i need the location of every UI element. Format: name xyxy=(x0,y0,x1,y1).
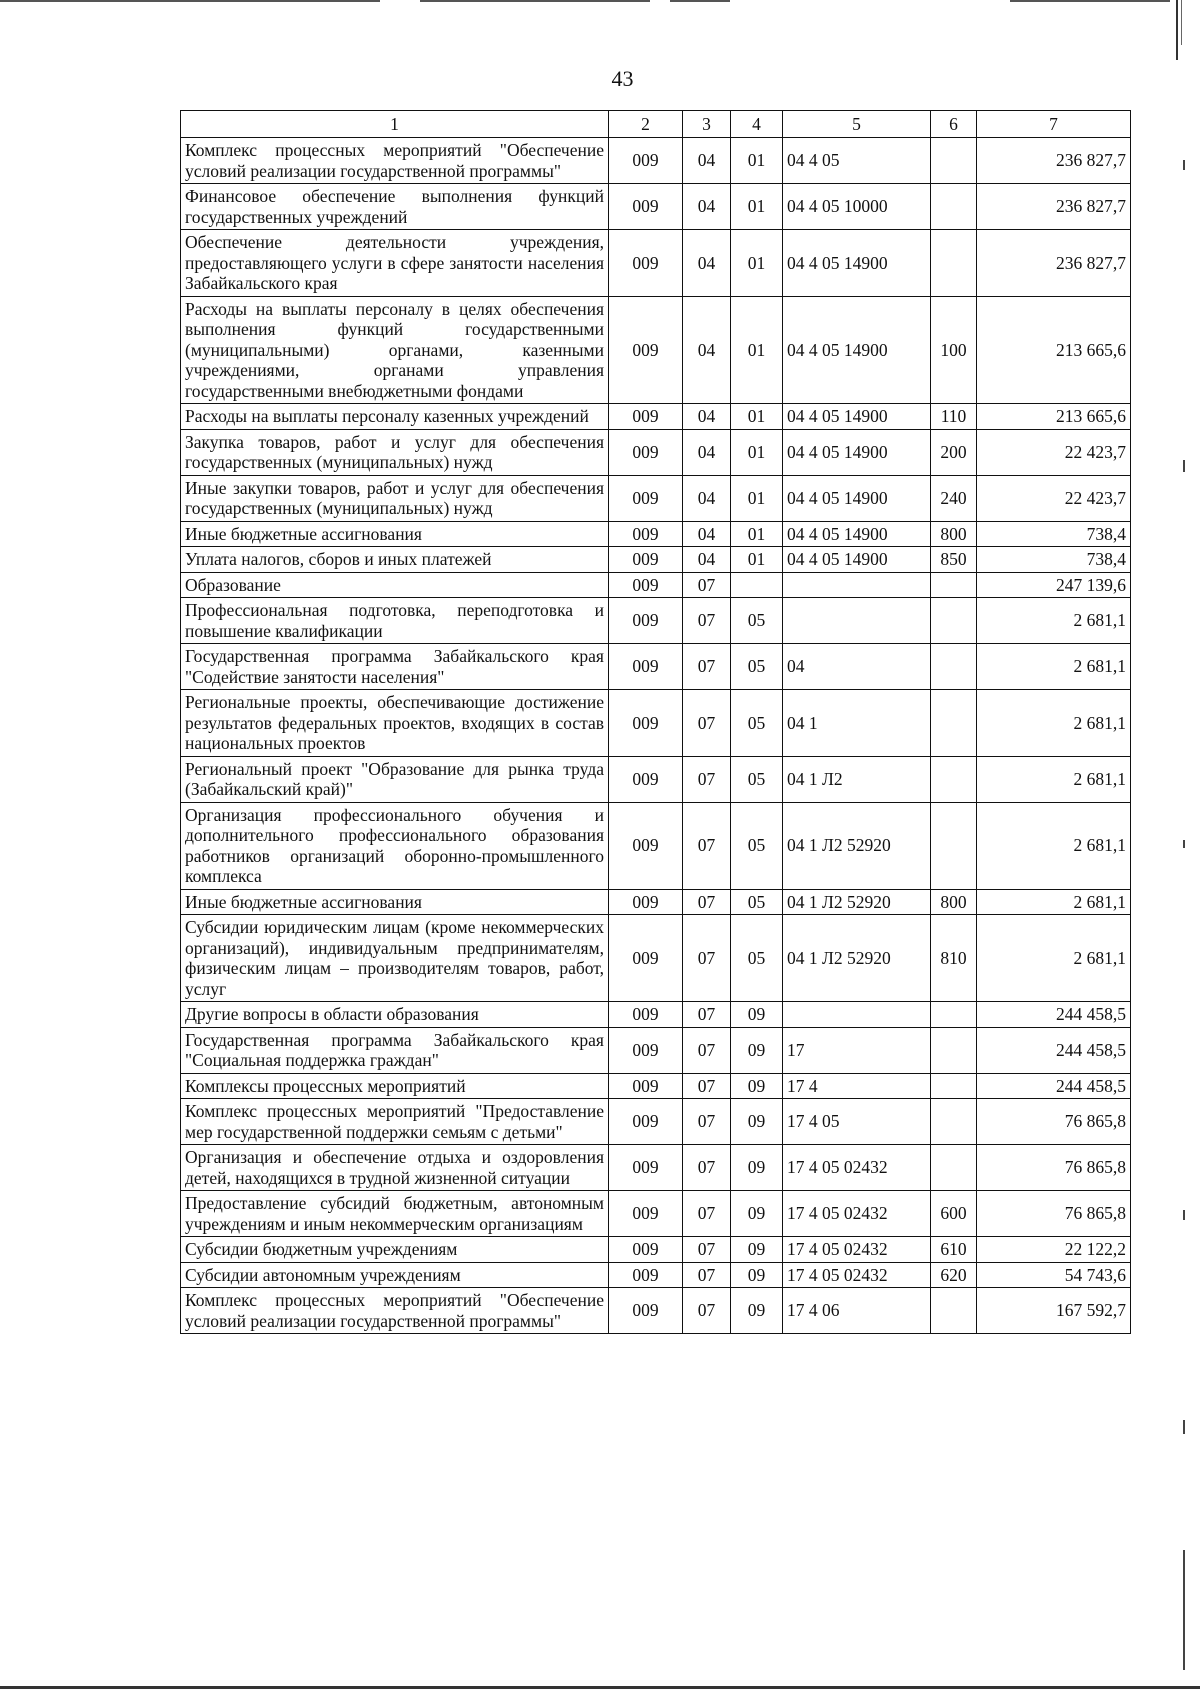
row-name-cell: Образование xyxy=(181,572,609,598)
row-code-2-cell: 009 xyxy=(609,690,683,757)
row-code-6-cell xyxy=(931,1073,977,1099)
row-code-2-cell: 009 xyxy=(609,598,683,644)
row-code-5-cell: 04 4 05 14900 xyxy=(783,521,931,547)
table-row xyxy=(181,138,1131,184)
row-amount-cell: 738,4 xyxy=(977,547,1131,573)
row-code-2-cell: 009 xyxy=(609,1191,683,1237)
table-row xyxy=(181,1027,1131,1073)
table-row xyxy=(181,1099,1131,1145)
row-name-cell: Государственная программа Забайкальского края "Социальная поддержка граждан" xyxy=(181,1027,609,1073)
row-code-6-cell xyxy=(931,572,977,598)
row-code-4-cell: 09 xyxy=(731,1191,783,1237)
row-code-2-cell: 009 xyxy=(609,296,683,404)
row-code-3-cell: 07 xyxy=(683,644,731,690)
table-row xyxy=(181,1002,1131,1028)
row-name-cell: Субсидии автономным учреждениям xyxy=(181,1262,609,1288)
row-amount-cell: 76 865,8 xyxy=(977,1145,1131,1191)
row-amount-cell: 244 458,5 xyxy=(977,1002,1131,1028)
row-code-5-cell: 04 4 05 14900 xyxy=(783,230,931,297)
row-name-cell: Расходы на выплаты персоналу казенных учреждений xyxy=(181,404,609,430)
row-amount-cell: 247 139,6 xyxy=(977,572,1131,598)
row-code-2-cell: 009 xyxy=(609,572,683,598)
row-code-3-cell: 04 xyxy=(683,184,731,230)
scan-edge-right xyxy=(1176,0,1178,60)
row-code-3-cell: 04 xyxy=(683,521,731,547)
row-code-2-cell: 009 xyxy=(609,404,683,430)
table-row xyxy=(181,690,1131,757)
row-code-2-cell: 009 xyxy=(609,1145,683,1191)
row-code-5-cell: 04 1 Л2 52920 xyxy=(783,802,931,889)
row-code-3-cell: 04 xyxy=(683,230,731,297)
row-code-2-cell: 009 xyxy=(609,915,683,1002)
row-code-4-cell: 01 xyxy=(731,230,783,297)
column-header-1: 1 xyxy=(181,111,609,138)
row-code-5-cell xyxy=(783,598,931,644)
row-code-3-cell: 07 xyxy=(683,572,731,598)
row-code-5-cell: 17 4 05 02432 xyxy=(783,1262,931,1288)
table-header-row xyxy=(181,111,1131,138)
column-header-4: 4 xyxy=(731,111,783,138)
table-body xyxy=(181,138,1131,1334)
table-row xyxy=(181,404,1131,430)
row-code-2-cell: 009 xyxy=(609,547,683,573)
table-row xyxy=(181,756,1131,802)
row-code-2-cell: 009 xyxy=(609,429,683,475)
row-code-3-cell: 07 xyxy=(683,1288,731,1334)
budget-table xyxy=(180,110,1131,1334)
scan-edge-right-secondary xyxy=(1181,0,1182,45)
scan-edge-marks xyxy=(1183,140,1189,1640)
row-code-3-cell: 07 xyxy=(683,1027,731,1073)
row-code-6-cell xyxy=(931,1002,977,1028)
row-code-5-cell: 17 xyxy=(783,1027,931,1073)
row-amount-cell: 2 681,1 xyxy=(977,644,1131,690)
page-number: 43 xyxy=(611,66,634,91)
table-row xyxy=(181,572,1131,598)
row-code-2-cell: 009 xyxy=(609,889,683,915)
row-code-5-cell: 17 4 xyxy=(783,1073,931,1099)
row-code-2-cell: 009 xyxy=(609,521,683,547)
table-row xyxy=(181,1073,1131,1099)
row-code-2-cell: 009 xyxy=(609,475,683,521)
row-code-5-cell: 17 4 05 02432 xyxy=(783,1237,931,1263)
row-code-5-cell: 04 1 xyxy=(783,690,931,757)
row-amount-cell: 236 827,7 xyxy=(977,184,1131,230)
table-row xyxy=(181,889,1131,915)
row-code-3-cell: 07 xyxy=(683,756,731,802)
row-amount-cell: 244 458,5 xyxy=(977,1073,1131,1099)
row-code-6-cell xyxy=(931,644,977,690)
row-code-2-cell: 009 xyxy=(609,756,683,802)
row-name-cell: Комплекс процессных мероприятий "Обеспечение условий реализации государственной программы" xyxy=(181,1288,609,1334)
row-amount-cell: 2 681,1 xyxy=(977,802,1131,889)
row-code-4-cell: 05 xyxy=(731,598,783,644)
row-amount-cell: 738,4 xyxy=(977,521,1131,547)
row-name-cell: Комплекс процессных мероприятий "Обеспечение условий реализации государственной программы" xyxy=(181,138,609,184)
row-code-2-cell: 009 xyxy=(609,1237,683,1263)
row-code-4-cell: 01 xyxy=(731,138,783,184)
table-row xyxy=(181,1191,1131,1237)
row-name-cell: Иные бюджетные ассигнования xyxy=(181,889,609,915)
table-row xyxy=(181,521,1131,547)
row-code-3-cell: 07 xyxy=(683,889,731,915)
row-code-3-cell: 07 xyxy=(683,1237,731,1263)
row-code-5-cell: 17 4 05 02432 xyxy=(783,1145,931,1191)
row-name-cell: Профессиональная подготовка, переподготовка и повышение квалификации xyxy=(181,598,609,644)
row-amount-cell: 22 423,7 xyxy=(977,475,1131,521)
row-code-5-cell: 04 4 05 xyxy=(783,138,931,184)
row-code-4-cell: 01 xyxy=(731,521,783,547)
row-code-3-cell: 04 xyxy=(683,475,731,521)
row-name-cell: Региональные проекты, обеспечивающие достижение результатов федеральных проектов, входящих в состав национальных проектов xyxy=(181,690,609,757)
row-code-4-cell: 09 xyxy=(731,1073,783,1099)
row-code-4-cell: 09 xyxy=(731,1288,783,1334)
row-code-4-cell: 01 xyxy=(731,296,783,404)
row-code-5-cell: 17 4 05 02432 xyxy=(783,1191,931,1237)
row-code-4-cell: 05 xyxy=(731,644,783,690)
row-name-cell: Иные бюджетные ассигнования xyxy=(181,521,609,547)
row-code-2-cell: 009 xyxy=(609,1262,683,1288)
row-amount-cell: 2 681,1 xyxy=(977,756,1131,802)
row-code-3-cell: 07 xyxy=(683,1145,731,1191)
row-code-2-cell: 009 xyxy=(609,802,683,889)
row-code-5-cell: 04 1 Л2 xyxy=(783,756,931,802)
row-code-4-cell: 09 xyxy=(731,1145,783,1191)
row-name-cell: Финансовое обеспечение выполнения функций государственных учреждений xyxy=(181,184,609,230)
row-code-3-cell: 04 xyxy=(683,404,731,430)
row-code-5-cell: 04 1 Л2 52920 xyxy=(783,915,931,1002)
row-code-5-cell: 17 4 05 xyxy=(783,1099,931,1145)
table-row xyxy=(181,1237,1131,1263)
row-code-5-cell: 04 xyxy=(783,644,931,690)
row-code-5-cell: 04 4 05 14900 xyxy=(783,475,931,521)
row-code-6-cell: 100 xyxy=(931,296,977,404)
row-code-5-cell: 04 4 05 14900 xyxy=(783,429,931,475)
row-code-5-cell xyxy=(783,1002,931,1028)
row-code-2-cell: 009 xyxy=(609,1002,683,1028)
row-code-2-cell: 009 xyxy=(609,1288,683,1334)
row-code-4-cell: 09 xyxy=(731,1027,783,1073)
row-name-cell: Субсидии бюджетным учреждениям xyxy=(181,1237,609,1263)
row-amount-cell: 22 423,7 xyxy=(977,429,1131,475)
row-amount-cell: 213 665,6 xyxy=(977,404,1131,430)
row-code-2-cell: 009 xyxy=(609,644,683,690)
row-amount-cell: 2 681,1 xyxy=(977,690,1131,757)
row-amount-cell: 22 122,2 xyxy=(977,1237,1131,1263)
row-code-5-cell: 04 4 05 14900 xyxy=(783,404,931,430)
row-code-4-cell: 05 xyxy=(731,690,783,757)
row-code-6-cell: 620 xyxy=(931,1262,977,1288)
row-code-4-cell: 09 xyxy=(731,1237,783,1263)
table-row xyxy=(181,547,1131,573)
row-code-3-cell: 07 xyxy=(683,1262,731,1288)
table-row xyxy=(181,1288,1131,1334)
row-amount-cell: 236 827,7 xyxy=(977,230,1131,297)
row-code-2-cell: 009 xyxy=(609,184,683,230)
row-code-4-cell: 05 xyxy=(731,756,783,802)
row-amount-cell: 244 458,5 xyxy=(977,1027,1131,1073)
row-code-3-cell: 07 xyxy=(683,802,731,889)
row-code-4-cell: 01 xyxy=(731,404,783,430)
row-code-2-cell: 009 xyxy=(609,138,683,184)
table-row xyxy=(181,644,1131,690)
row-amount-cell: 2 681,1 xyxy=(977,915,1131,1002)
table-row xyxy=(181,475,1131,521)
scan-edge-top xyxy=(0,0,1200,6)
column-header-5: 5 xyxy=(783,111,931,138)
row-code-3-cell: 07 xyxy=(683,1099,731,1145)
scan-edge-bottom xyxy=(0,1686,1200,1689)
row-name-cell: Комплексы процессных мероприятий xyxy=(181,1073,609,1099)
table-row xyxy=(181,1262,1131,1288)
row-name-cell: Государственная программа Забайкальского края "Содействие занятости населения" xyxy=(181,644,609,690)
row-code-3-cell: 07 xyxy=(683,915,731,1002)
row-name-cell: Региональный проект "Образование для рынка труда (Забайкальский край)" xyxy=(181,756,609,802)
row-code-4-cell: 01 xyxy=(731,184,783,230)
row-name-cell: Субсидии юридическим лицам (кроме некоммерческих организаций), индивидуальным предпринимателям, физическим лицам – производителям товаров, работ, услуг xyxy=(181,915,609,1002)
row-name-cell: Закупка товаров, работ и услуг для обеспечения государственных (муниципальных) нужд xyxy=(181,429,609,475)
row-code-3-cell: 07 xyxy=(683,1002,731,1028)
row-code-2-cell: 009 xyxy=(609,230,683,297)
row-code-6-cell: 110 xyxy=(931,404,977,430)
row-code-4-cell: 01 xyxy=(731,429,783,475)
row-code-3-cell: 07 xyxy=(683,690,731,757)
row-amount-cell: 213 665,6 xyxy=(977,296,1131,404)
table-row xyxy=(181,598,1131,644)
row-code-4-cell: 09 xyxy=(731,1099,783,1145)
column-header-6: 6 xyxy=(931,111,977,138)
table-row xyxy=(181,296,1131,404)
table-row xyxy=(181,1145,1131,1191)
row-name-cell: Расходы на выплаты персоналу в целях обеспечения выполнения функций государственными (муниципальными) органами, казенными учреждениями, органами управления государственными внебюджетными фондами xyxy=(181,296,609,404)
row-code-3-cell: 04 xyxy=(683,547,731,573)
row-code-6-cell xyxy=(931,230,977,297)
row-code-6-cell xyxy=(931,802,977,889)
row-name-cell: Другие вопросы в области образования xyxy=(181,1002,609,1028)
table-row xyxy=(181,915,1131,1002)
row-code-6-cell xyxy=(931,1099,977,1145)
row-code-6-cell: 240 xyxy=(931,475,977,521)
row-code-4-cell: 05 xyxy=(731,915,783,1002)
row-name-cell: Обеспечение деятельности учреждения, предоставляющего услуги в сфере занятости населения Забайкальского края xyxy=(181,230,609,297)
row-code-3-cell: 04 xyxy=(683,429,731,475)
row-code-3-cell: 07 xyxy=(683,1191,731,1237)
row-code-6-cell xyxy=(931,1027,977,1073)
row-code-5-cell xyxy=(783,572,931,598)
row-code-6-cell xyxy=(931,756,977,802)
row-code-4-cell: 05 xyxy=(731,802,783,889)
row-code-6-cell xyxy=(931,690,977,757)
row-code-5-cell: 04 4 05 14900 xyxy=(783,547,931,573)
row-code-6-cell xyxy=(931,1145,977,1191)
row-code-6-cell: 800 xyxy=(931,889,977,915)
row-code-2-cell: 009 xyxy=(609,1099,683,1145)
table-row xyxy=(181,429,1131,475)
row-code-6-cell: 600 xyxy=(931,1191,977,1237)
row-code-6-cell: 850 xyxy=(931,547,977,573)
row-code-5-cell: 04 4 05 14900 xyxy=(783,296,931,404)
column-header-2: 2 xyxy=(609,111,683,138)
table-row xyxy=(181,184,1131,230)
row-code-5-cell: 04 1 Л2 52920 xyxy=(783,889,931,915)
row-amount-cell: 167 592,7 xyxy=(977,1288,1131,1334)
row-code-6-cell: 800 xyxy=(931,521,977,547)
row-amount-cell: 2 681,1 xyxy=(977,889,1131,915)
row-code-2-cell: 009 xyxy=(609,1073,683,1099)
row-code-5-cell: 04 4 05 10000 xyxy=(783,184,931,230)
row-code-6-cell: 200 xyxy=(931,429,977,475)
row-code-6-cell xyxy=(931,138,977,184)
row-code-4-cell: 01 xyxy=(731,547,783,573)
row-code-3-cell: 04 xyxy=(683,138,731,184)
row-code-6-cell xyxy=(931,598,977,644)
table-row xyxy=(181,230,1131,297)
row-code-3-cell: 04 xyxy=(683,296,731,404)
row-code-4-cell xyxy=(731,572,783,598)
row-code-2-cell: 009 xyxy=(609,1027,683,1073)
row-code-4-cell: 01 xyxy=(731,475,783,521)
row-amount-cell: 2 681,1 xyxy=(977,598,1131,644)
row-name-cell: Комплекс процессных мероприятий "Предоставление мер государственной поддержки семьям с детьми" xyxy=(181,1099,609,1145)
row-amount-cell: 236 827,7 xyxy=(977,138,1131,184)
row-code-3-cell: 07 xyxy=(683,1073,731,1099)
row-name-cell: Иные закупки товаров, работ и услуг для обеспечения государственных (муниципальных) нужд xyxy=(181,475,609,521)
row-code-6-cell: 810 xyxy=(931,915,977,1002)
row-name-cell: Уплата налогов, сборов и иных платежей xyxy=(181,547,609,573)
row-code-4-cell: 09 xyxy=(731,1002,783,1028)
row-amount-cell: 76 865,8 xyxy=(977,1191,1131,1237)
row-code-6-cell xyxy=(931,184,977,230)
row-name-cell: Организация и обеспечение отдыха и оздоровления детей, находящихся в трудной жизненной ситуации xyxy=(181,1145,609,1191)
row-code-6-cell: 610 xyxy=(931,1237,977,1263)
row-name-cell: Организация профессионального обучения и дополнительного профессионального образования работников организаций оборонно-промышленного комплекса xyxy=(181,802,609,889)
row-amount-cell: 76 865,8 xyxy=(977,1099,1131,1145)
column-header-7: 7 xyxy=(977,111,1131,138)
row-code-4-cell: 05 xyxy=(731,889,783,915)
row-code-4-cell: 09 xyxy=(731,1262,783,1288)
row-code-5-cell: 17 4 06 xyxy=(783,1288,931,1334)
column-header-3: 3 xyxy=(683,111,731,138)
row-code-3-cell: 07 xyxy=(683,598,731,644)
row-name-cell: Предоставление субсидий бюджетным, автономным учреждениям и иным некоммерческим организациям xyxy=(181,1191,609,1237)
row-code-6-cell xyxy=(931,1288,977,1334)
table-row xyxy=(181,802,1131,889)
row-amount-cell: 54 743,6 xyxy=(977,1262,1131,1288)
